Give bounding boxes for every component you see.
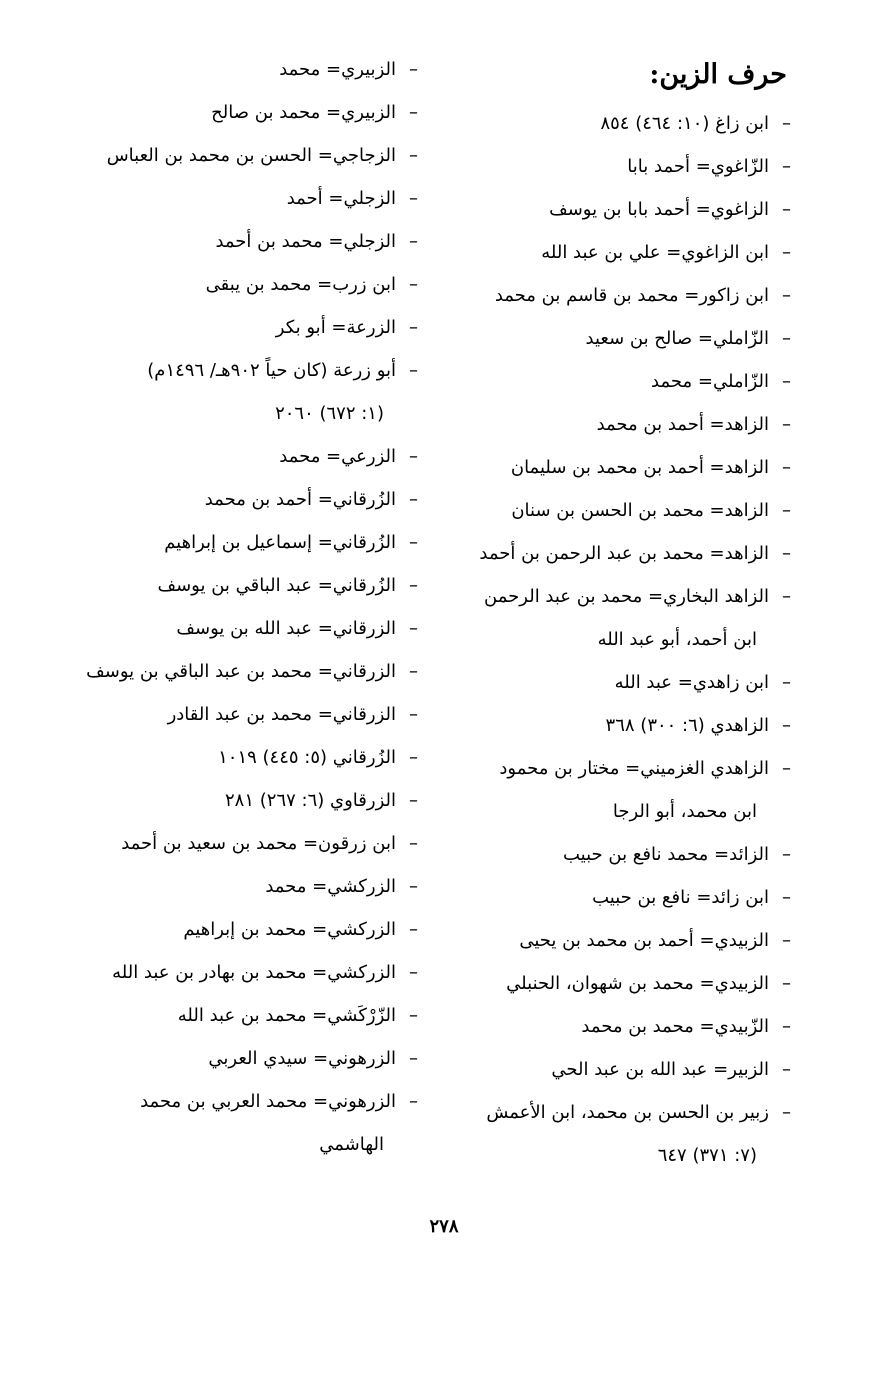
entry-text: الزرعة= أبو بكر [275,317,396,338]
index-entry [441,360,791,403]
entry-text: ابن زاكور= محمد بن قاسم بن محمد [494,285,769,306]
index-entry [441,661,791,704]
entry-dash: – [409,145,418,166]
index-entry [58,607,418,650]
entry-dash: – [782,1102,791,1123]
entry-text: الزرقاوي (٦: ٢٦٧) ٢٨١ [225,790,396,811]
entry-text: الزُرقاني= أحمد بن محمد [204,489,396,510]
entry-dash: – [409,1005,418,1026]
entry-dash: – [782,156,791,177]
index-entry [58,177,418,220]
index-entry [441,962,791,1005]
entry-dash: – [409,231,418,252]
entry-text: الزّاغوي= أحمد بابا [627,156,769,177]
entry-dash: – [409,876,418,897]
entry-dash: – [782,758,791,779]
index-entry [441,704,791,747]
index-entry-continuation [58,1123,418,1166]
index-entry [441,274,791,317]
index-entry [441,532,791,575]
index-entry [441,1091,791,1134]
entry-dash: – [409,747,418,768]
entry-text: الزّرْكَشي= محمد بن عبد الله [177,1005,396,1026]
entry-text: (٧: ٣٧١) ٦٤٧ [657,1145,757,1166]
entry-dash: – [782,328,791,349]
entry-text: الزّاملي= محمد [651,371,769,392]
index-entry [58,564,418,607]
index-entry [441,1005,791,1048]
entry-text: الزاهد= محمد بن عبد الرحمن بن أحمد [479,543,769,564]
index-entry-continuation [441,618,791,661]
index-entry [441,102,791,145]
entry-text: الزبيدي= أحمد بن محمد بن يحيى [519,930,769,951]
left-column [58,48,418,1166]
entry-text: الزّبيدي= محمد بن محمد [581,1016,769,1037]
index-entry [58,263,418,306]
entry-text: ابن محمد، أبو الرجا [612,801,757,822]
entry-text: ابن أحمد، أبو عبد الله [597,629,757,650]
index-entry [58,1080,418,1123]
entry-text: (١: ٦٧٢) ٢٠٦٠ [275,403,384,424]
entry-dash: – [409,919,418,940]
index-entry [58,822,418,865]
entry-text: أبو زرعة (كان حياً ٩٠٢هـ/ ١٤٩٦م) [147,360,396,381]
entry-text: الزجلي= محمد بن أحمد [215,231,396,252]
entry-text: الزّاملي= صالح بن سعيد [585,328,769,349]
entry-text: ابن زاغ (١٠: ٤٦٤) ٨٥٤ [600,113,769,134]
entry-text: زبير بن الحسن بن محمد، ابن الأعمش [486,1102,769,1123]
entry-text: الزرعي= محمد [279,446,396,467]
index-entry-continuation [441,790,791,833]
entry-dash: – [782,199,791,220]
entry-list-right [441,102,791,1177]
index-entry [58,48,418,91]
entry-dash: – [782,586,791,607]
index-entry [441,833,791,876]
entry-dash: – [409,446,418,467]
index-entry [58,951,418,994]
entry-text: ابن زرقون= محمد بن سعيد بن أحمد [121,833,396,854]
entry-text: الزبيري= محمد بن صالح [211,102,396,123]
entry-dash: – [782,242,791,263]
index-entry [441,145,791,188]
entry-dash: – [782,672,791,693]
index-entry [58,91,418,134]
index-entry [58,435,418,478]
index-entry [58,693,418,736]
entry-dash: – [782,887,791,908]
entry-dash: – [782,930,791,951]
index-entry-continuation [58,392,418,435]
right-column [441,48,791,1177]
index-entry [58,865,418,908]
index-entry [58,478,418,521]
entry-text: الزُرقاني (٥: ٤٤٥) ١٠١٩ [218,747,396,768]
entry-dash: – [409,188,418,209]
entry-text: ابن زاهدي= عبد الله [614,672,769,693]
index-entry [58,134,418,177]
entry-text: الزائد= محمد نافع بن حبيب [562,844,769,865]
entry-dash: – [409,661,418,682]
entry-dash: – [782,844,791,865]
index-entry [58,994,418,1037]
entry-text: الزُرقاني= إسماعيل بن إبراهيم [164,532,396,553]
index-entry [58,736,418,779]
entry-text: الزرقاني= محمد بن عبد الباقي بن يوسف [86,661,396,682]
entry-text: الزاهدي (٦: ٣٠٠) ٣٦٨ [605,715,769,736]
entry-dash: – [409,790,418,811]
index-entry [58,650,418,693]
index-entry [58,306,418,349]
entry-dash: – [782,973,791,994]
entry-dash: – [782,500,791,521]
entry-text: الزبير= عبد الله بن عبد الحي [551,1059,769,1080]
index-entry [58,220,418,263]
entry-dash: – [782,543,791,564]
entry-text: الزركشي= محمد بن بهادر بن عبد الله [112,962,396,983]
index-entry [58,349,418,392]
entry-dash: – [409,532,418,553]
index-entry [441,489,791,532]
entry-dash: – [409,360,418,381]
entry-dash: – [782,1059,791,1080]
entry-list-left [58,48,418,1166]
index-entry-continuation [441,1134,791,1177]
entry-text: الزاهد= محمد بن الحسن بن سنان [511,500,769,521]
entry-text: الزرهوني= محمد العربي بن محمد [140,1091,396,1112]
page-number: ٢٧٨ [429,1216,459,1237]
entry-text: الزجلي= أحمد [286,188,396,209]
entry-dash: – [409,274,418,295]
entry-dash: – [782,715,791,736]
entry-text: الزاغوي= أحمد بابا بن يوسف [549,199,769,220]
section-heading: حرف الزين: [649,59,787,90]
entry-dash: – [782,457,791,478]
entry-text: الزاهد البخاري= محمد بن عبد الرحمن [484,586,769,607]
entry-dash: – [409,317,418,338]
index-entry [441,188,791,231]
index-entry [441,1048,791,1091]
index-entry [441,317,791,360]
entry-dash: – [409,618,418,639]
entry-dash: – [409,59,418,80]
index-entry [441,747,791,790]
index-entry [58,908,418,951]
entry-dash: – [409,704,418,725]
entry-text: الزاهد= أحمد بن محمد [596,414,769,435]
entry-dash: – [409,1048,418,1069]
index-entry [441,403,791,446]
entry-dash: – [409,1091,418,1112]
entry-dash: – [782,1016,791,1037]
index-entry [58,1037,418,1080]
entry-text: ابن زائد= نافع بن حبيب [592,887,769,908]
entry-text: الزركشي= محمد بن إبراهيم [183,919,396,940]
entry-dash: – [409,575,418,596]
entry-dash: – [409,489,418,510]
entry-text: الزرقاني= محمد بن عبد القادر [167,704,396,725]
entry-text: الزاهد= أحمد بن محمد بن سليمان [510,457,769,478]
entry-text: الزرهوني= سيدي العربي [208,1048,396,1069]
entry-text: الزبيري= محمد [279,59,396,80]
entry-dash: – [409,102,418,123]
index-entry [441,231,791,274]
entry-text: الهاشمي [319,1134,384,1155]
index-entry [441,876,791,919]
entry-dash: – [782,113,791,134]
index-entry [441,575,791,618]
index-entry [441,919,791,962]
entry-dash: – [409,962,418,983]
entry-dash: – [782,371,791,392]
entry-text: ابن الزاغوي= علي بن عبد الله [541,242,769,263]
entry-text: الزجاجي= الحسن بن محمد بن العباس [106,145,396,166]
entry-text: الزاهدي الغزميني= مختار بن محمود [499,758,769,779]
entry-dash: – [782,414,791,435]
entry-text: الزركشي= محمد [265,876,396,897]
entry-dash: – [782,285,791,306]
index-entry [58,521,418,564]
index-entry [58,779,418,822]
entry-text: الزُرقاني= عبد الباقي بن يوسف [157,575,396,596]
entry-text: الزرقاني= عبد الله بن يوسف [176,618,396,639]
entry-text: ابن زرب= محمد بن يبقى [205,274,396,295]
entry-dash: – [409,833,418,854]
index-entry [441,446,791,489]
entry-text: الزبيدي= محمد بن شهوان، الحنبلي [506,973,769,994]
